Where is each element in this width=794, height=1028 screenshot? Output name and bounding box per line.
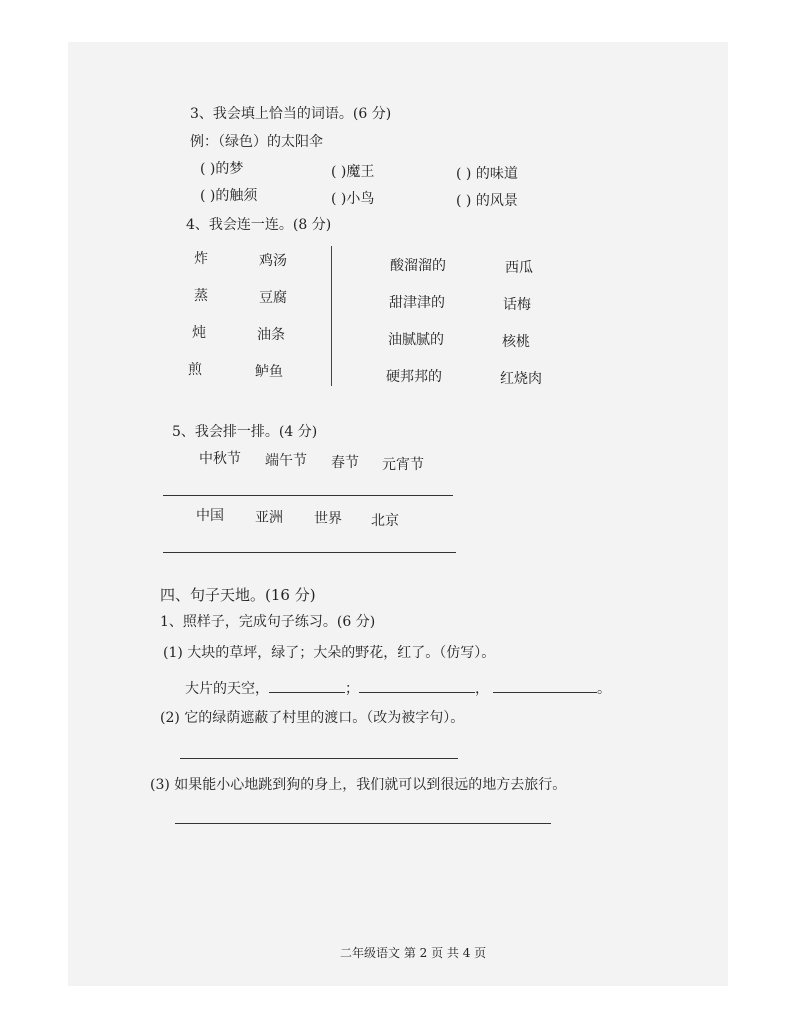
match-word: 酸溜溜的 — [390, 258, 446, 274]
match-word: 鲈鱼 — [255, 364, 283, 380]
answer-line — [175, 823, 551, 824]
sentence-3: (3) 如果能小心地跳到狗的身上，我们就可以到很远的地方去旅行。 — [150, 777, 567, 793]
divider — [331, 246, 332, 386]
sort-word: 中国 — [196, 508, 224, 524]
sort-word: 亚洲 — [255, 510, 283, 526]
match-word: 红烧肉 — [500, 371, 542, 387]
sort-word: 中秋节 — [199, 451, 241, 467]
match-word: 硬邦邦的 — [386, 369, 442, 385]
match-word: 油条 — [257, 327, 285, 343]
sort-word: 世界 — [314, 511, 342, 527]
match-word: 核桃 — [502, 334, 530, 350]
match-word: 豆腐 — [259, 290, 287, 306]
match-word: 蒸 — [194, 288, 208, 304]
q3-item: ( )魔王 — [331, 164, 375, 180]
blank — [359, 678, 475, 693]
answer-line — [163, 552, 456, 553]
fill-sep: ； — [345, 681, 359, 697]
q3-item: ( )的触须 — [200, 188, 258, 204]
fill-line — [185, 678, 611, 697]
section-title: 四、句子天地。(16 分) — [160, 586, 316, 604]
sort-word: 端午节 — [265, 453, 307, 469]
match-word: 甜津津的 — [389, 295, 445, 311]
page-footer: 二年级语文 第 2 页 共 4 页 — [340, 946, 487, 960]
q3-example: 例：（绿色）的太阳伞 — [190, 134, 323, 150]
fill-sep: ， — [475, 681, 489, 697]
answer-line — [163, 495, 453, 496]
fill-end: 。 — [597, 681, 611, 697]
q3-item: ( ) 的味道 — [456, 166, 518, 182]
sentence-1: (1) 大块的草坪，绿了；大朵的野花，红了。（仿写）。 — [163, 645, 496, 661]
fill-prefix: 大片的天空， — [185, 681, 269, 697]
match-word: 炖 — [192, 325, 206, 341]
q3-item: ( )小鸟 — [331, 191, 375, 207]
match-word: 鸡汤 — [259, 253, 287, 269]
q3-title: 3、我会填上恰当的词语。(6 分) — [190, 106, 392, 122]
q5-title: 5、我会排一排。(4 分) — [172, 424, 318, 440]
sort-word: 春节 — [331, 455, 359, 471]
q3-item: ( )的梦 — [200, 161, 244, 177]
q1-title: 1、照样子，完成句子练习。(6 分) — [160, 614, 376, 630]
sentence-2: (2) 它的绿荫遮蔽了村里的渡口。（改为被字句）。 — [160, 710, 465, 726]
match-word: 话梅 — [503, 297, 531, 313]
sort-word: 元宵节 — [382, 457, 424, 473]
match-word: 煎 — [188, 362, 202, 378]
q4-title: 4、我会连一连。(8 分) — [186, 217, 332, 233]
match-word: 西瓜 — [505, 260, 533, 276]
match-word: 炸 — [194, 251, 208, 267]
sort-word: 北京 — [371, 513, 399, 529]
answer-line — [180, 758, 458, 759]
match-word: 油腻腻的 — [388, 332, 444, 348]
blank — [269, 678, 345, 693]
blank — [493, 678, 597, 693]
q3-item: ( ) 的风景 — [456, 193, 518, 209]
